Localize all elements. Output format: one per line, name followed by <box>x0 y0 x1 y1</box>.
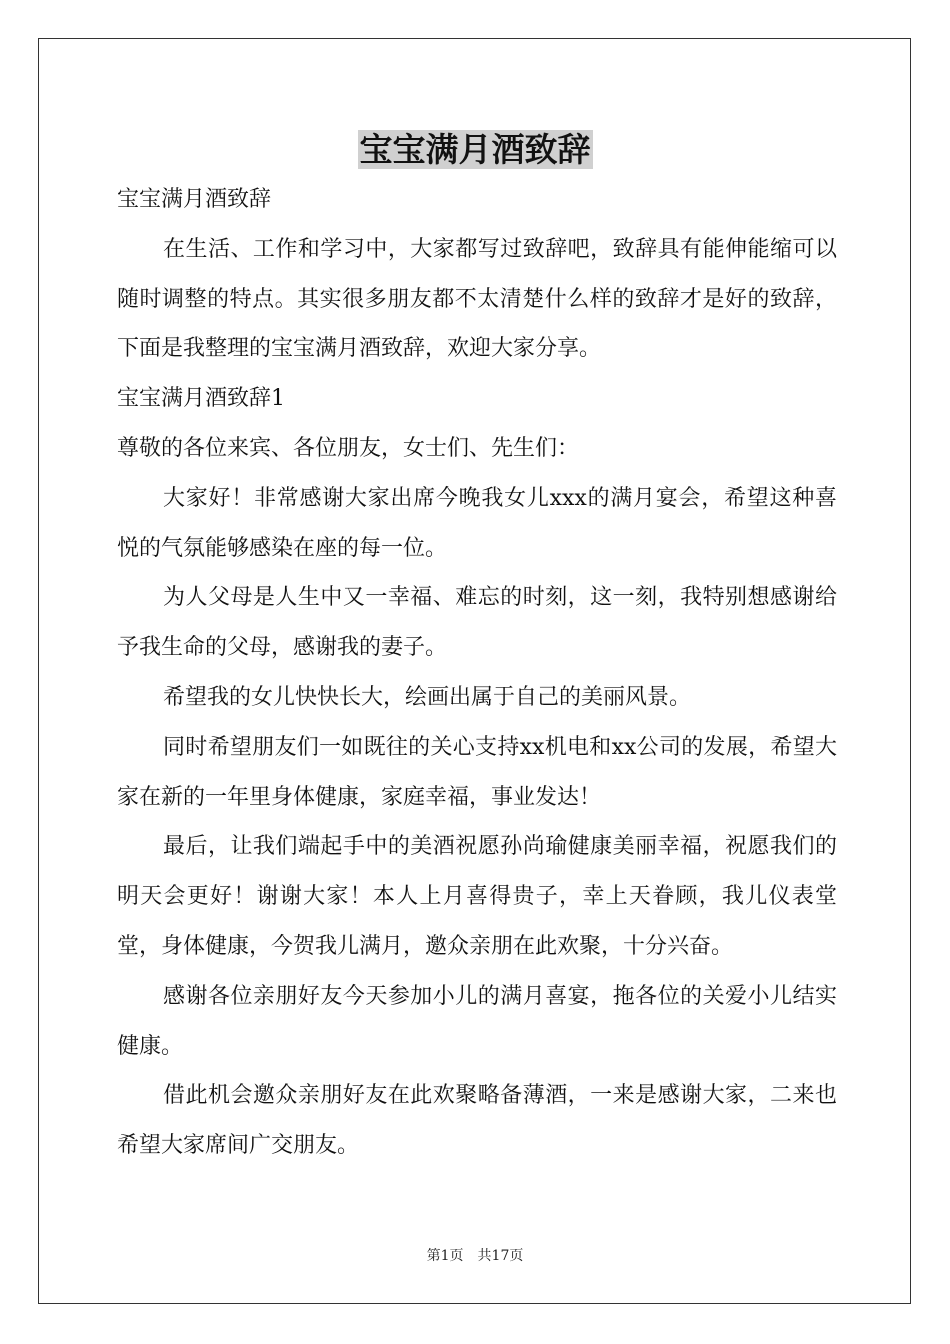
page-footer <box>0 1247 950 1265</box>
page-total: 共17页 <box>477 1248 524 1264</box>
salutation-paragraph: 尊敬的各位来宾、各位朋友，女士们、先生们： <box>117 435 580 461</box>
body-paragraph: 希望我的女儿快快长大，绘画出属于自己的美丽风景。 <box>163 684 692 710</box>
intro-paragraph: 在生活、工作和学习中，大家都写过致辞吧，致辞具有能伸能缩可以随时调整的特点。其实很多朋友都不太清楚什么样的致辞才是好的致辞，下面是我整理的宝宝满月酒致辞，欢迎大家分享。 <box>117 236 837 362</box>
body-paragraph: 最后，让我们端起手中的美酒祝愿孙尚瑜健康美丽幸福，祝愿我们的明天会更好！谢谢大家！本人上月喜得贵子，幸上天眷顾，我儿仪表堂堂，身体健康，今贺我儿满月，邀众亲朋在此欢聚，十分兴奋。 <box>117 834 837 959</box>
body-paragraph: 为人父母是人生中又一幸福、难忘的时刻，这一刻，我特别想感谢给予我生命的父母，感谢我的妻子。 <box>117 585 837 661</box>
document-body <box>117 175 837 1171</box>
page-number: 第1页 <box>426 1248 464 1264</box>
body-paragraph: 大家好！非常感谢大家出席今晚我女儿xxx的满月宴会，希望这种喜悦的气氛能够感染在座的每一位。 <box>117 485 837 561</box>
body-paragraph: 借此机会邀众亲朋好友在此欢聚略备薄酒，一来是感谢大家，二来也希望大家席间广交朋友。 <box>117 1083 837 1159</box>
body-paragraph: 同时希望朋友们一如既往的关心支持xx机电和xx公司的发展，希望大家在新的一年里身体健康，家庭幸福，事业发达！ <box>117 734 837 810</box>
section-heading: 宝宝满月酒致辞1 <box>117 386 285 412</box>
document-title <box>0 128 950 172</box>
document-title-text: 宝宝满月酒致辞 <box>359 130 591 169</box>
body-paragraph: 感谢各位亲朋好友今天参加小儿的满月喜宴，拖各位的关爱小儿结实健康。 <box>117 983 837 1059</box>
subtitle-paragraph: 宝宝满月酒致辞 <box>117 187 272 212</box>
